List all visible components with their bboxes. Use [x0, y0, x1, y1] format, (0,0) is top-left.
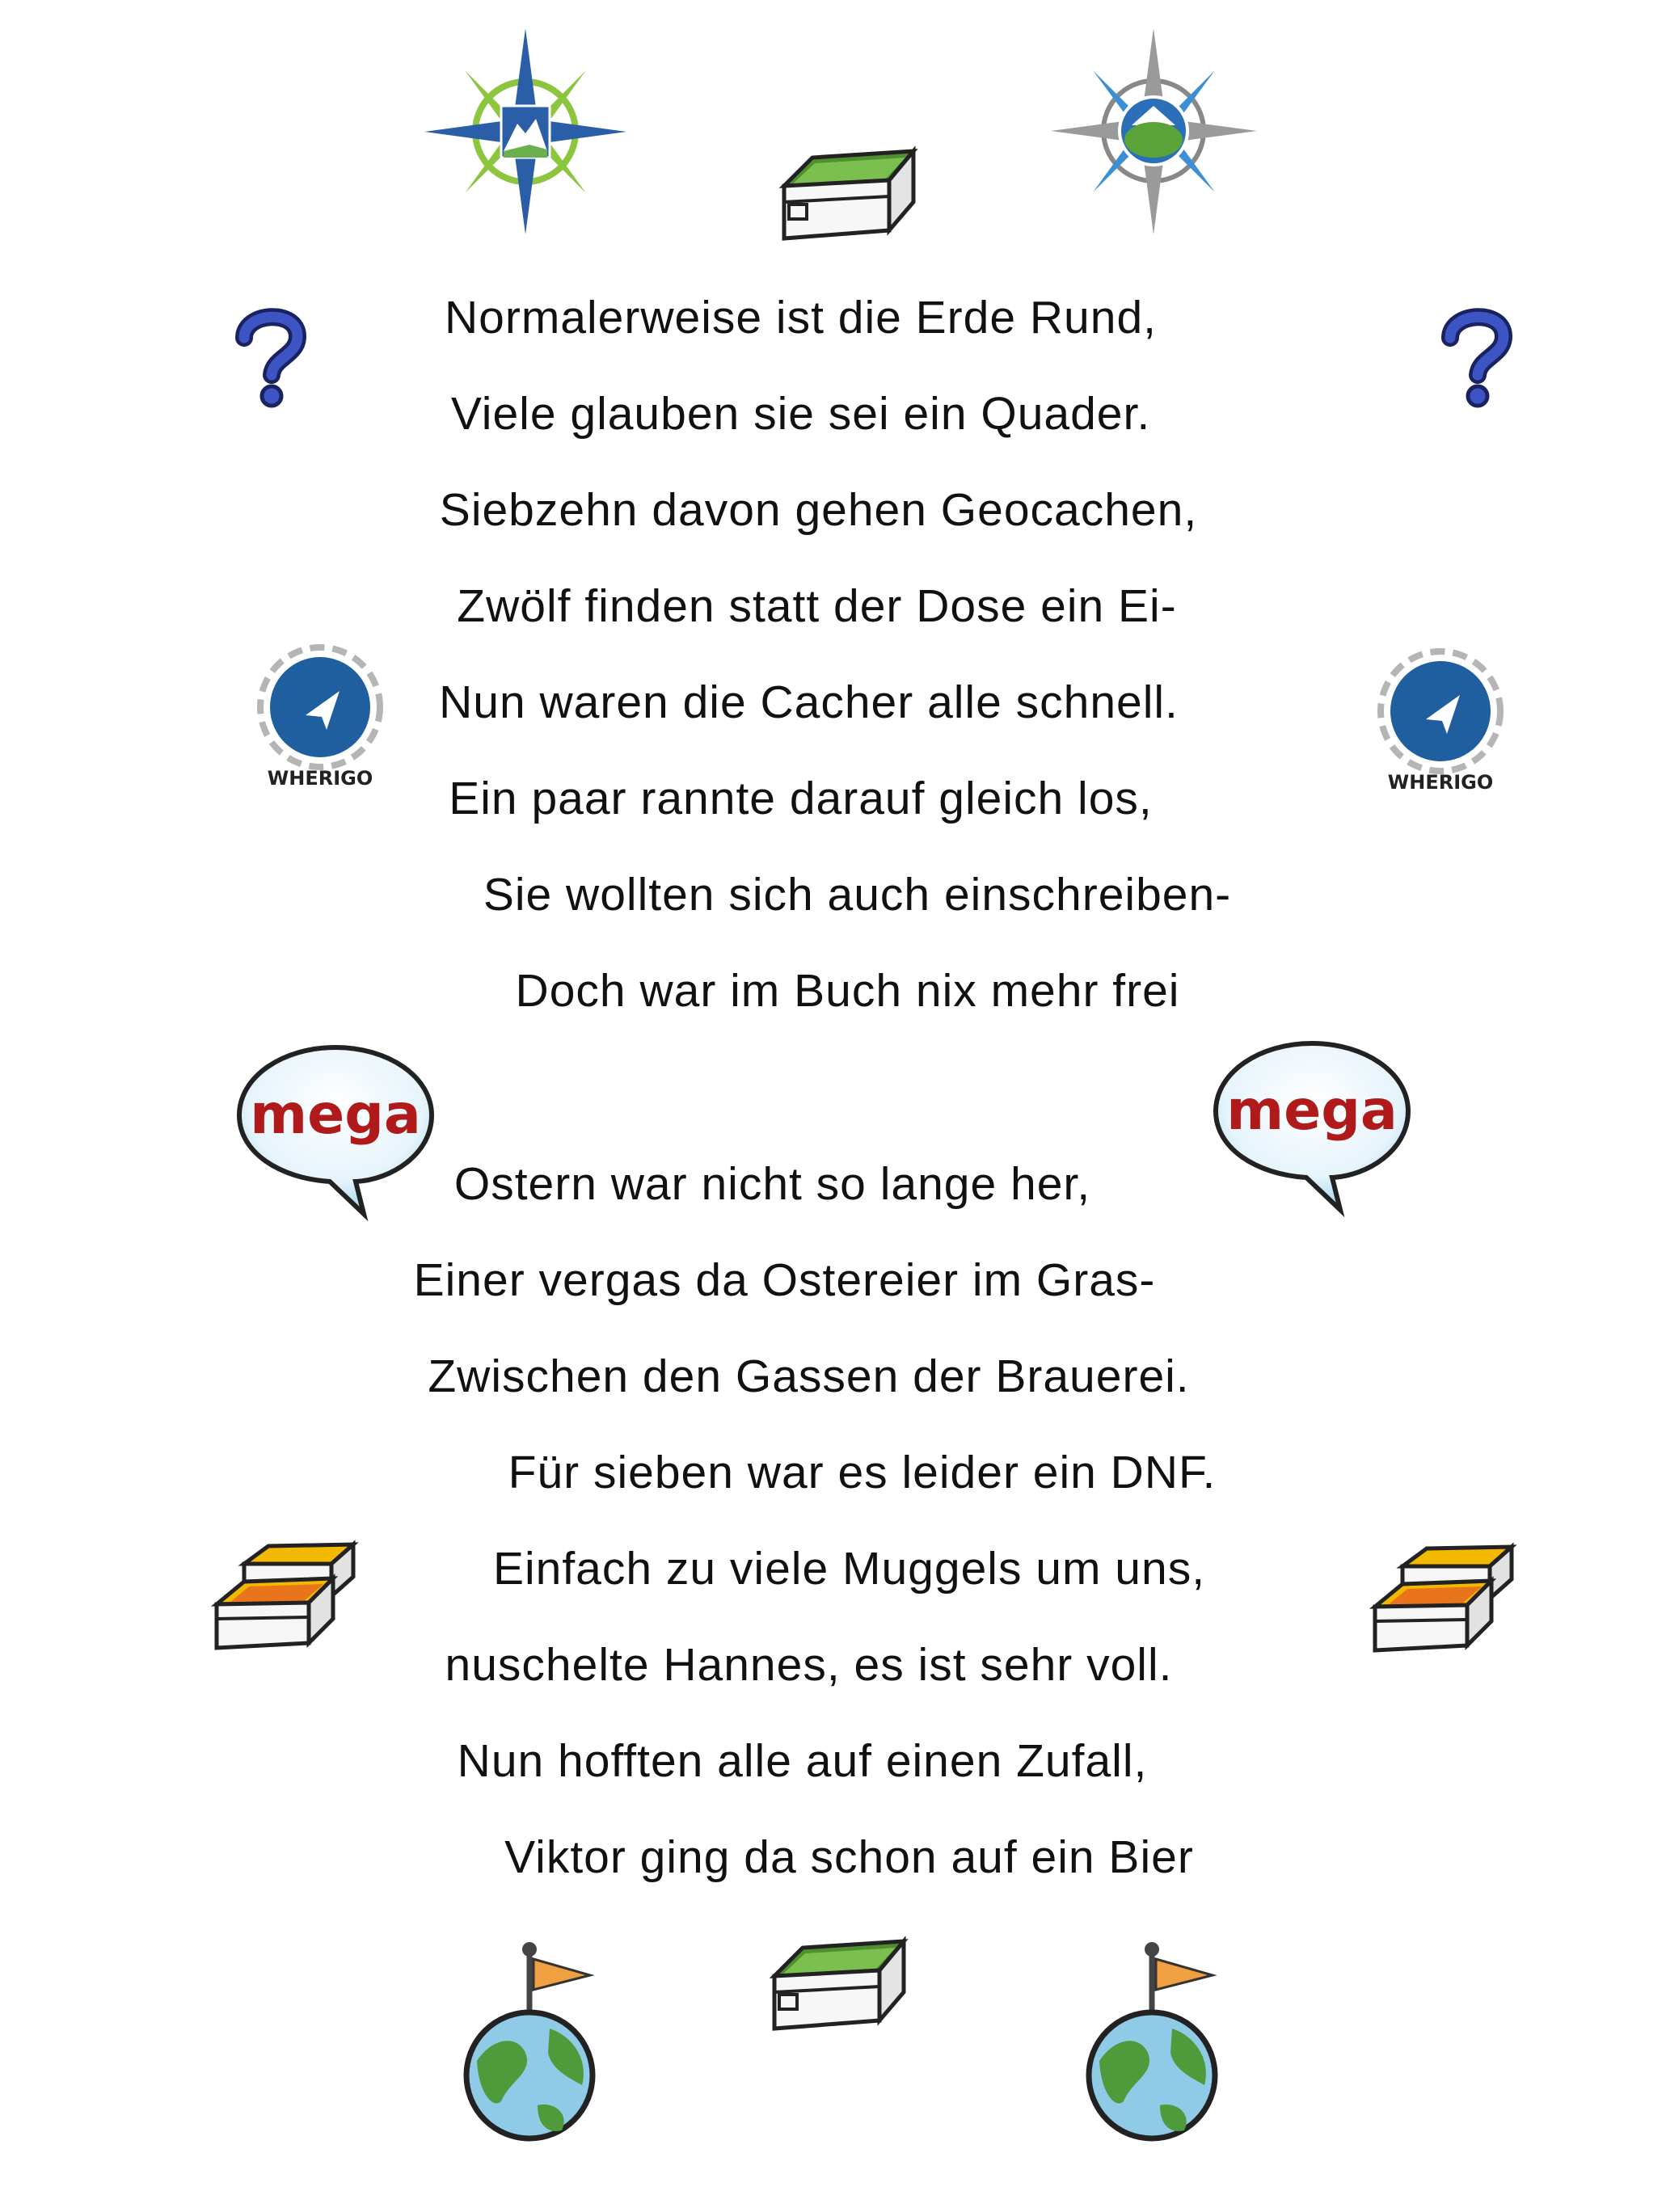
poem-line: Nun waren die Cacher alle schnell.	[439, 676, 1179, 728]
poem-line: Zwölf finden statt der Dose ein Ei-	[457, 580, 1177, 632]
poem-line: Einfach zu viele Muggels um uns,	[492, 1543, 1206, 1595]
poem-line: Nun hofften alle auf einen Zufall,	[457, 1735, 1148, 1787]
poem-line: nuschelte Hannes, es ist sehr voll.	[445, 1639, 1173, 1691]
compass-hill-icon	[1051, 28, 1257, 234]
wherigo-label: WHERIGO	[267, 767, 373, 790]
poem-line: Siebzehn davon gehen Geocachen,	[439, 484, 1198, 536]
globe-flag-icon	[1083, 1940, 1229, 2142]
poem-line: Ostern war nicht so lange her,	[453, 1158, 1091, 1210]
poem-line: Einer vergas da Ostereier im Gras-	[413, 1254, 1156, 1306]
poem-line: Zwischen den Gassen der Brauerei.	[428, 1350, 1190, 1402]
poem-line: Doch war im Buch nix mehr frei	[515, 965, 1180, 1017]
poem-line: Sie wollten sich auch einschreiben-	[483, 869, 1232, 921]
poem-line: Viktor ging da schon auf ein Bier	[504, 1831, 1194, 1883]
poem-line: Viele glauben sie sei ein Quader.	[450, 388, 1151, 440]
globe-flag-icon	[461, 1940, 606, 2142]
poem-line: Für sieben war es leider ein DNF.	[508, 1447, 1217, 1498]
poem-line: Ein paar rannte darauf gleich los,	[449, 773, 1153, 824]
mega-label: mega	[1226, 1079, 1398, 1143]
green-box-icon	[776, 141, 922, 246]
poem-line: Normalerweise ist die Erde Rund,	[444, 292, 1158, 343]
wherigo-label: WHERIGO	[1387, 771, 1494, 794]
compass-mountain-icon	[424, 28, 626, 234]
mega-label: mega	[250, 1083, 421, 1147]
green-box-icon	[766, 1932, 912, 2037]
